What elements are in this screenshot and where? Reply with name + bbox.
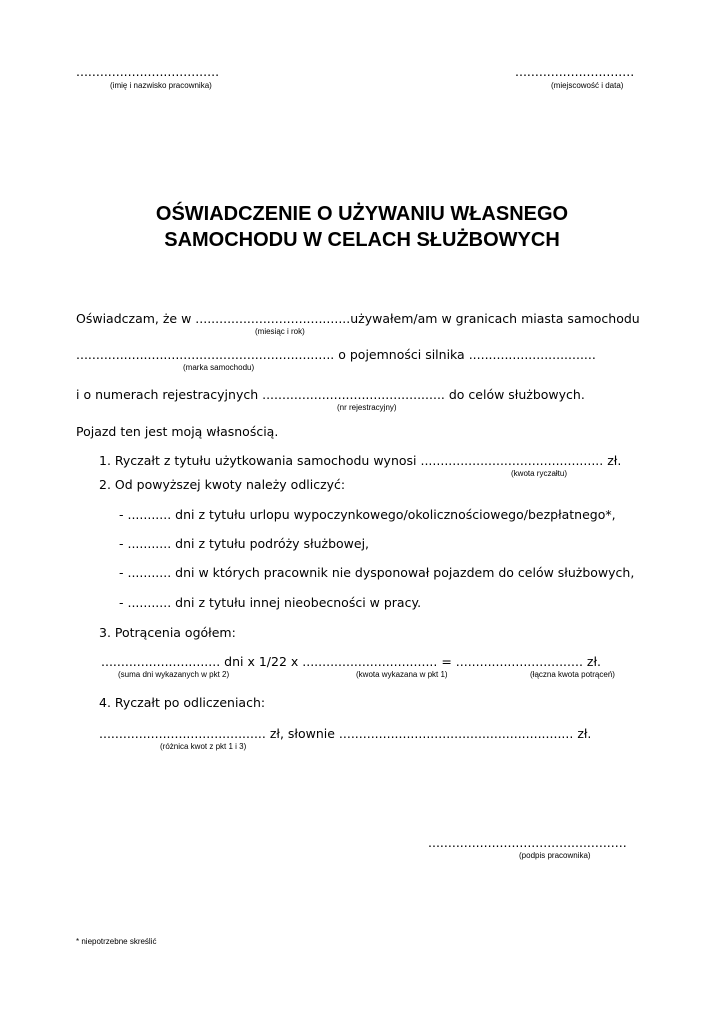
declaration-line-1: Oświadczam, że w .......................................używałem/am w granicach miasta samochodu (76, 311, 640, 326)
ownership-statement: Pojazd ten jest moją własnością. (76, 424, 279, 439)
total-deduction-caption: (łączna kwota potrąceń) (530, 670, 615, 679)
item-4-after-deductions: 4. Ryczałt po odliczeniach: (99, 695, 266, 710)
days-sum-caption: (suma dni wykazanych w pkt 2) (118, 670, 230, 679)
signature-caption: (podpis pracownika) (519, 851, 591, 860)
deduction-other-absence: - ........... dni z tytułu innej nieobecności w pracy. (119, 595, 422, 610)
signature-field: .................................................. (428, 835, 627, 850)
item-2-deductions: 2. Od powyższej kwoty należy odliczyć: (99, 477, 346, 492)
deduction-no-vehicle: - ........... dni w których pracownik nie dysponował pojazdem do celów służbowych, (119, 565, 635, 580)
declaration-line-3: i o numerach rejestracyjnych .............................................. do celów służbowych. (76, 387, 585, 402)
employee-name-field: .................................... (76, 64, 220, 79)
deduction-vacation: - ........... dni z tytułu urlopu wypoczynkowego/okolicznościowego/bezpłatnego*, (119, 507, 616, 522)
place-date-field: .............................. (515, 64, 635, 79)
registration-caption: (nr rejestracyjny) (337, 403, 397, 412)
document-title-line2: SAMOCHODU W CELACH SŁUŻBOWYCH (164, 229, 560, 251)
car-brand-caption: (marka samochodu) (183, 363, 255, 372)
deduction-business-trip: - ........... dni z tytułu podróży służbowej, (119, 536, 370, 551)
amount-point1-caption: (kwota wykazana w pkt 1) (356, 670, 448, 679)
flat-rate-caption: (kwota ryczałtu) (511, 469, 568, 478)
month-year-caption: (miesiąc i rok) (255, 327, 305, 336)
item-1-flat-rate: 1. Ryczałt z tytułu użytkowania samochodu wynosi .............................................. zł. (99, 453, 622, 468)
employee-name-caption: (imię i nazwisko pracownika) (110, 81, 212, 90)
document-title-line1: OŚWIADCZENIE O UŻYWANIU WŁASNEGO (155, 203, 569, 225)
declaration-line-2: ................................................................. o pojemności silnika ................................ (76, 347, 596, 362)
deduction-calculation-line: .............................. dni x 1/22 x .................................. = ................................ zł. (101, 654, 601, 669)
difference-caption: (różnica kwot z pkt 1 i 3) (160, 742, 247, 751)
place-date-caption: (miejscowość i data) (551, 81, 624, 90)
item-3-total-deductions: 3. Potrącenia ogółem: (99, 625, 236, 640)
final-amount-line: .......................................... zł, słownie ........................................................... zł. (99, 726, 592, 741)
footnote: * niepotrzebne skreślić (76, 937, 157, 946)
